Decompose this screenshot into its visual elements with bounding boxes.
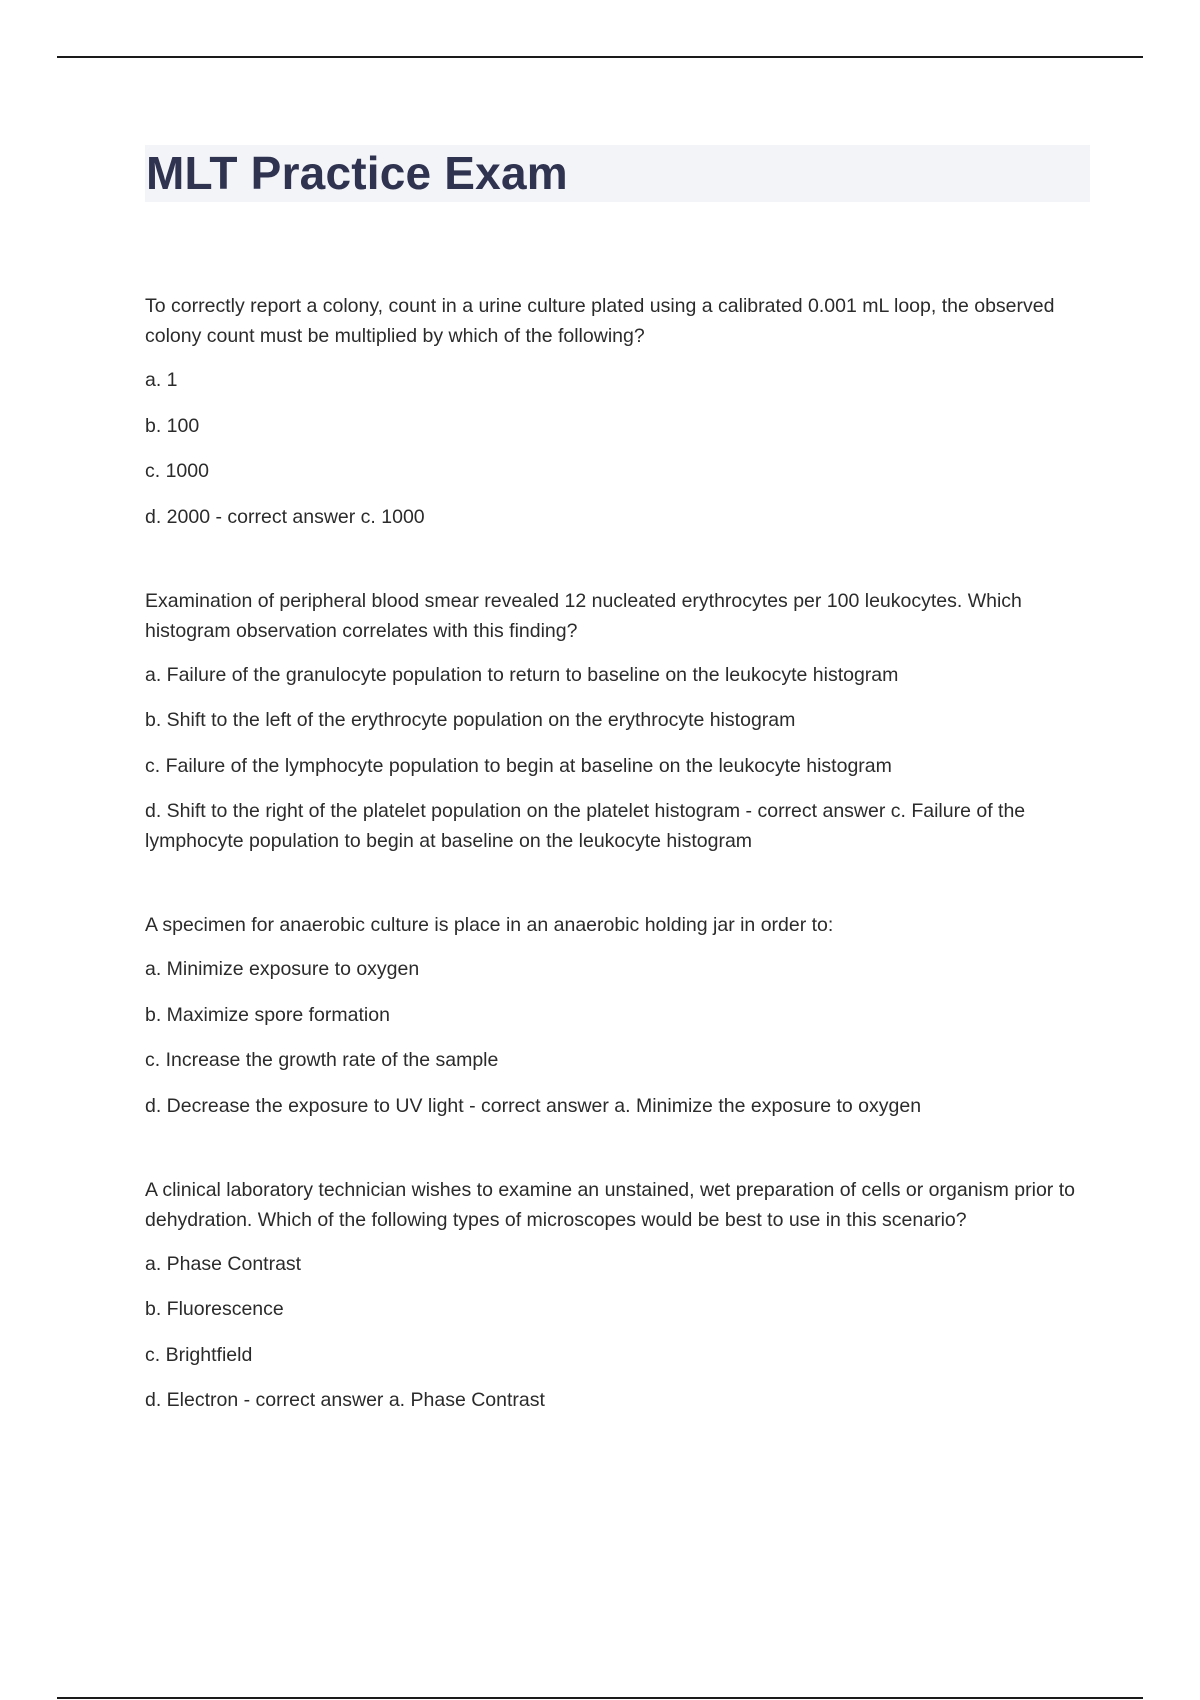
answer-option-a: a. Minimize exposure to oxygen <box>145 958 420 980</box>
question-text: Examination of peripheral blood smear revealed 12 nucleated erythrocytes per 100 leukocytes. Which histogram observation correlates with this finding? <box>145 589 1022 642</box>
answer-option-d: d. Decrease the exposure to UV light - correct answer a. Minimize the exposure to oxygen <box>145 1094 922 1117</box>
question-block-4 <box>145 1175 1090 1416</box>
answer-option-a: a. Failure of the granulocyte population to return to baseline on the leukocyte histogram <box>145 663 899 686</box>
question-text: To correctly report a colony, count in a urine culture plated using a calibrated 0.001 mL loop, the observed colony count must be multiplied by which of the following? <box>145 295 1055 347</box>
page-title: MLT Practice Exam <box>146 147 568 199</box>
question-block-2 <box>145 586 1090 857</box>
question-text: A clinical laboratory technician wishes to examine an unstained, wet preparation of cells or organism prior to dehydration. Which of the following types of microscopes would be best to use in this scenario? <box>145 1178 1075 1231</box>
answer-option-d: d. Electron - correct answer a. Phase Contrast <box>145 1389 545 1411</box>
answer-option-d: d. 2000 - correct answer c. 1000 <box>145 505 425 528</box>
answer-option-a: a. 1 <box>145 369 178 391</box>
answer-option-d: d. Shift to the right of the platelet population on the platelet histogram - correct answer c. Failure of the lymphocyte population to begin at baseline on the leukocyte histogram <box>145 800 1026 852</box>
question-block-3 <box>145 910 1090 1121</box>
question-text: A specimen for anaerobic culture is place in an anaerobic holding jar in order to: <box>145 914 834 936</box>
bottom-divider <box>57 1697 1143 1699</box>
answer-option-b: b. 100 <box>145 414 200 437</box>
answer-option-b: b. Fluorescence <box>145 1298 284 1320</box>
answer-option-c: c. 1000 <box>145 460 209 482</box>
answer-option-c: c. Brightfield <box>145 1343 253 1366</box>
answer-option-b: b. Maximize spore formation <box>145 1003 390 1026</box>
answer-option-b: b. Shift to the left of the erythrocyte population on the erythrocyte histogram <box>145 709 796 731</box>
top-divider <box>57 56 1143 58</box>
question-list <box>145 291 1090 1415</box>
answer-option-c: c. Increase the growth rate of the sample <box>145 1049 499 1071</box>
question-block-1 <box>145 291 1090 532</box>
answer-option-a: a. Phase Contrast <box>145 1252 302 1275</box>
answer-option-c: c. Failure of the lymphocyte population to begin at baseline on the leukocyte histogram <box>145 754 892 777</box>
